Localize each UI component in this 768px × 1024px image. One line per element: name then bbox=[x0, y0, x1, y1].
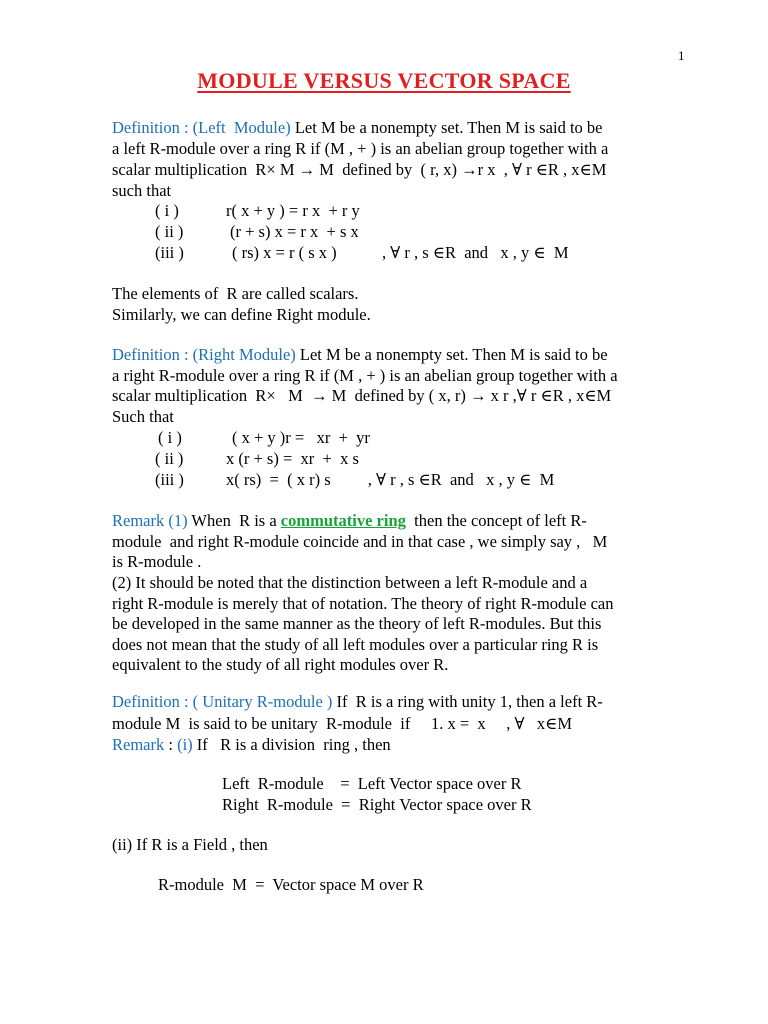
remark1-post: then the concept of left R- bbox=[405, 511, 587, 530]
field-text: (ii) If R is a Field , then bbox=[112, 835, 268, 854]
equation-right-module: Right R-module = Right Vector space over R bbox=[222, 795, 532, 814]
remark2-line-1: (2) It should be noted that the distinction between a left R-module and a bbox=[112, 573, 588, 592]
similarly-text: Similarly, we can define Right module. bbox=[112, 305, 371, 324]
def3-heading: Definition : ( Unitary R-module ) bbox=[112, 692, 333, 711]
remark1-line-1 bbox=[112, 511, 587, 531]
remark2-line-2: right R-module is merely that of notation. The theory of right R-module can bbox=[112, 594, 614, 613]
def2-item-1-num: ( i ) bbox=[158, 428, 182, 447]
remark1-line-3: is R-module . bbox=[112, 552, 202, 571]
remark3-num: (i) bbox=[177, 735, 193, 754]
def2-item-3-num: (iii ) bbox=[155, 470, 184, 489]
scalars-text: The elements of R are called scalars. bbox=[112, 284, 359, 303]
def3-line-2: module M is said to be unitary R-module if 1. x = x , ∀ x∈M bbox=[112, 714, 572, 733]
def1-heading: Definition : (Left Module) bbox=[112, 118, 291, 137]
def1-item-3-num: (iii ) bbox=[155, 243, 184, 262]
def3-rest: If R is a ring with unity 1, then a left R- bbox=[332, 692, 603, 711]
def1-item-2-expr: (r + s) x = r x + s x bbox=[230, 222, 359, 241]
def2-heading: Definition : (Right Module) bbox=[112, 345, 296, 364]
def1-item-2-num: ( ii ) bbox=[155, 222, 184, 241]
def3-line-1 bbox=[112, 692, 603, 712]
page-number: 1 bbox=[678, 48, 685, 63]
def2-item-2-num: ( ii ) bbox=[155, 449, 184, 468]
def2-line-2: a right R-module over a ring R if (M , + ) is an abelian group together with a bbox=[112, 366, 618, 385]
def1-item-1-expr: r( x + y ) = r x + r y bbox=[226, 201, 360, 220]
def2-item-2-expr: x (r + s) = xr + x s bbox=[226, 449, 359, 468]
remark3-line bbox=[112, 735, 391, 755]
def2-item-3-expr: x( rs) = ( x r) s , ∀ r , s ∈R and x , y ∈ M bbox=[226, 470, 555, 489]
def2-line-3: scalar multiplication R× M → M defined by ( x, r) → x r ,∀ r ∈R , x∈M bbox=[112, 386, 612, 405]
remark1-heading: Remark (1) bbox=[112, 511, 188, 530]
remark2-line-5: equivalent to the study of all right modules over R. bbox=[112, 655, 449, 674]
remark3-sep: : bbox=[164, 735, 178, 754]
def1-line-3: scalar multiplication R× M → M defined by ( r, x) →r x , ∀ r ∈R , x∈M bbox=[112, 160, 607, 179]
def2-line-1 bbox=[112, 345, 608, 365]
def1-text-1: Let M be a nonempty set. Then M is said to be bbox=[290, 118, 603, 137]
equation-left-module: Left R-module = Left Vector space over R bbox=[222, 774, 522, 793]
def2-line-4: Such that bbox=[112, 407, 174, 426]
equation-field-module: R-module M = Vector space M over R bbox=[158, 875, 424, 894]
page-title: MODULE VERSUS VECTOR SPACE bbox=[197, 68, 571, 93]
remark3-heading: Remark bbox=[112, 735, 165, 754]
def1-line-4: such that bbox=[112, 181, 172, 200]
def2-item-1-expr: ( x + y )r = xr + yr bbox=[232, 428, 370, 447]
def1-item-3-expr: ( rs) x = r ( s x ) , ∀ r , s ∈R and x , y ∈ M bbox=[232, 243, 569, 262]
def2-text-1: Let M be a nonempty set. Then M is said to be bbox=[295, 345, 608, 364]
remark3-rest: If R is a division ring , then bbox=[192, 735, 391, 754]
remark2-line-3: be developed in the same manner as the theory of left R-modules. But this bbox=[112, 614, 602, 633]
def1-line-1 bbox=[112, 118, 603, 138]
remark1-pre: When R is a bbox=[187, 511, 281, 530]
remark2-line-4: does not mean that the study of all left modules over a particular ring R is bbox=[112, 635, 599, 654]
def1-item-1-num: ( i ) bbox=[155, 201, 179, 220]
def1-line-2: a left R-module over a ring R if (M , + ) is an abelian group together with a bbox=[112, 139, 609, 158]
remark1-highlight: commutative ring bbox=[280, 511, 406, 530]
remark1-line-2: module and right R-module coincide and in that case , we simply say , M bbox=[112, 532, 608, 551]
